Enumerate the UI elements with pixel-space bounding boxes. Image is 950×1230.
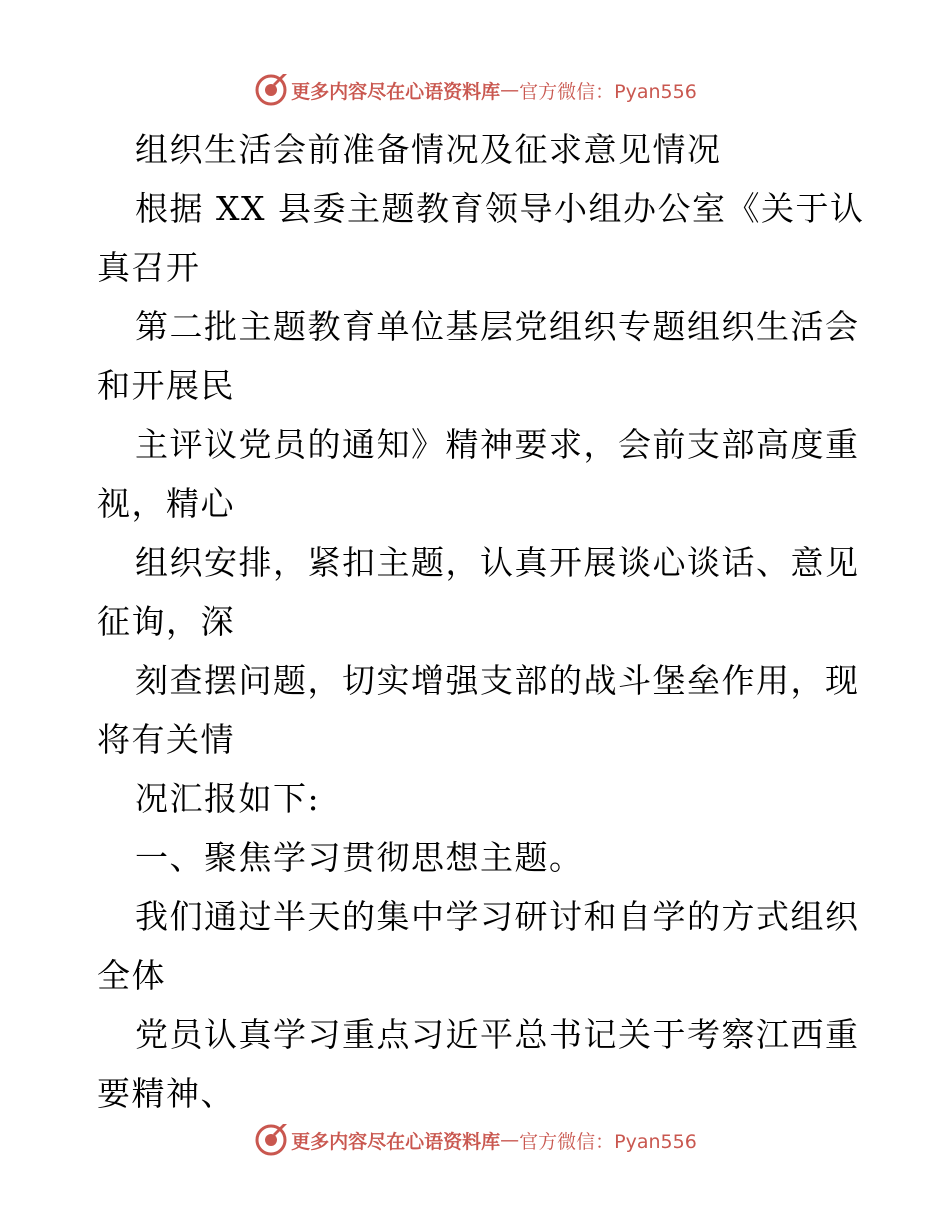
paragraph-line: 刻查摆问题，切实增强支部的战斗堡垒作用，现 — [135, 661, 860, 700]
footer-watermark — [0, 1120, 950, 1160]
watermark-dash: — — [500, 79, 520, 101]
paragraph-line: 和开展民 — [97, 366, 235, 405]
document-title: 组织生活会前准备情况及征求意见情况 — [135, 130, 722, 169]
watermark-brand: 更多内容尽在心语资料库 — [291, 80, 501, 103]
paragraph-line: 真召开 — [97, 248, 201, 287]
pen-logo-icon — [253, 72, 289, 108]
section-heading: 一、聚焦学习贯彻思想主题。 — [135, 838, 584, 877]
paragraph-line: 全体 — [97, 956, 166, 995]
paragraph-line: 第二批主题教育单位基层党组织专题组织生活会 — [135, 307, 860, 346]
header-watermark — [0, 70, 950, 110]
paragraph-line: 我们通过半天的集中学习研讨和自学的方式组织 — [135, 897, 860, 936]
paragraph-line: 况汇报如下: — [135, 779, 321, 818]
paragraph-line: 组织安排，紧扣主题，认真开展谈心谈话、意见 — [135, 543, 860, 582]
paragraph-line: 将有关情 — [97, 720, 235, 759]
watermark-dash: — — [500, 1129, 520, 1151]
paragraph-line: 视，精心 — [97, 484, 235, 523]
paragraph-line: 根据 XX 县委主题教育领导小组办公室《关于认 — [135, 189, 865, 228]
paragraph-line: 要精神、 — [97, 1074, 235, 1113]
pen-logo-icon — [253, 1122, 289, 1158]
paragraph-line: 党员认真学习重点习近平总书记关于考察江西重 — [135, 1015, 860, 1054]
watermark-brand: 更多内容尽在心语资料库 — [291, 1130, 501, 1153]
watermark-wechat: 官方微信：Pyan556 — [519, 1130, 697, 1153]
paragraph-line: 主评议党员的通知》精神要求，会前支部高度重 — [135, 425, 860, 464]
paragraph-line: 征询，深 — [97, 602, 235, 641]
document-body — [97, 120, 865, 1123]
watermark-wechat: 官方微信：Pyan556 — [519, 80, 697, 103]
